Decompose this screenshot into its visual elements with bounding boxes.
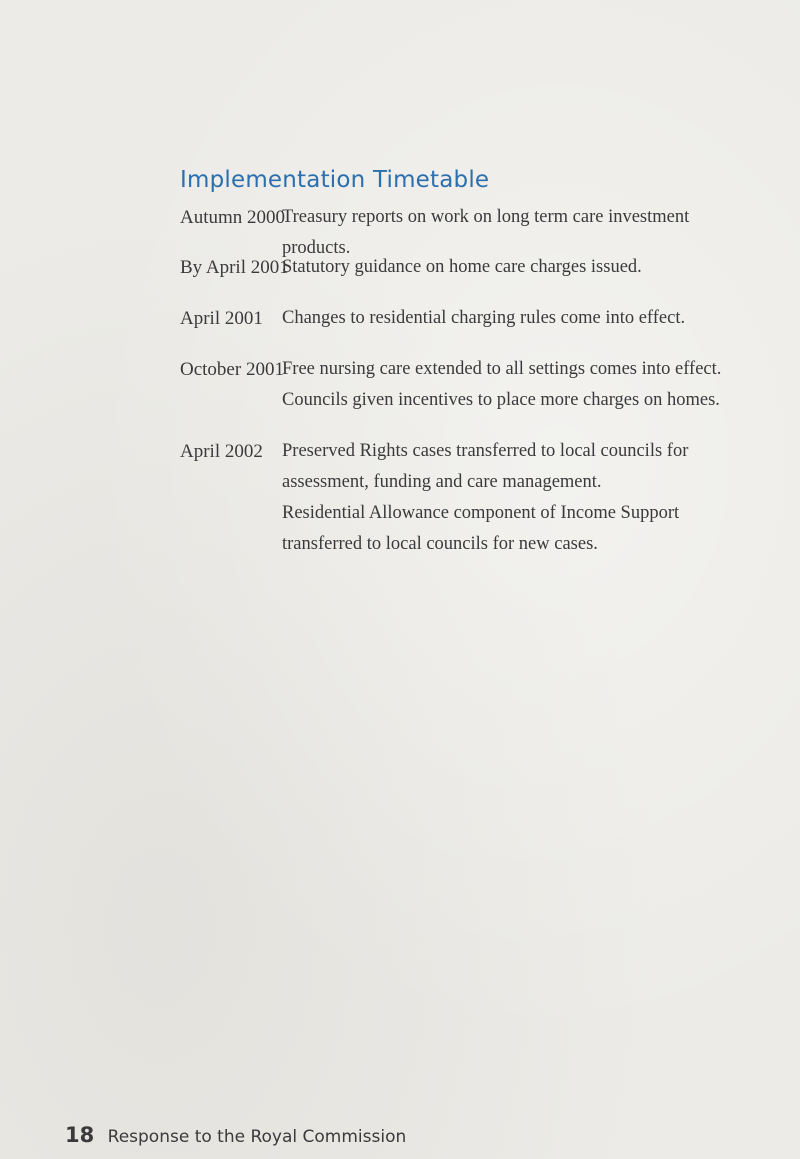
timetable-row	[180, 202, 740, 258]
timetable-row	[180, 354, 740, 436]
page-title: Implementation Timetable	[180, 167, 490, 193]
timetable-events	[282, 354, 740, 416]
timetable-row	[180, 436, 740, 560]
timetable-date: Autumn 2000	[180, 207, 286, 228]
timetable-event: Free nursing care extended to all settings comes into effect. Councils given incentives to place more charges on homes.	[282, 359, 722, 410]
page-number: 18	[65, 1123, 95, 1147]
timetable-event: Statutory guidance on home care charges issued.	[282, 257, 642, 277]
timetable-date: April 2002	[180, 441, 263, 462]
timetable-event: Changes to residential charging rules come into effect.	[282, 308, 686, 328]
timetable-event: Treasury reports on work on long term care investment products.	[282, 207, 690, 258]
timetable-events	[282, 303, 740, 334]
timetable	[180, 202, 740, 560]
timetable-date: October 2001	[180, 359, 284, 380]
timetable-date: April 2001	[180, 308, 263, 329]
timetable-row	[180, 303, 740, 354]
footer-text: Response to the Royal Commission	[107, 1127, 407, 1147]
timetable-event: Preserved Rights cases transferred to local councils for assessment, funding and care management.	[282, 441, 689, 492]
timetable-event: Residential Allowance component of Income Support transferred to local councils for new cases.	[282, 503, 680, 554]
timetable-date: By April 2001	[180, 257, 289, 278]
page-footer	[65, 1123, 406, 1147]
timetable-events	[282, 436, 740, 560]
timetable-row	[180, 252, 740, 303]
timetable-events	[282, 252, 740, 283]
